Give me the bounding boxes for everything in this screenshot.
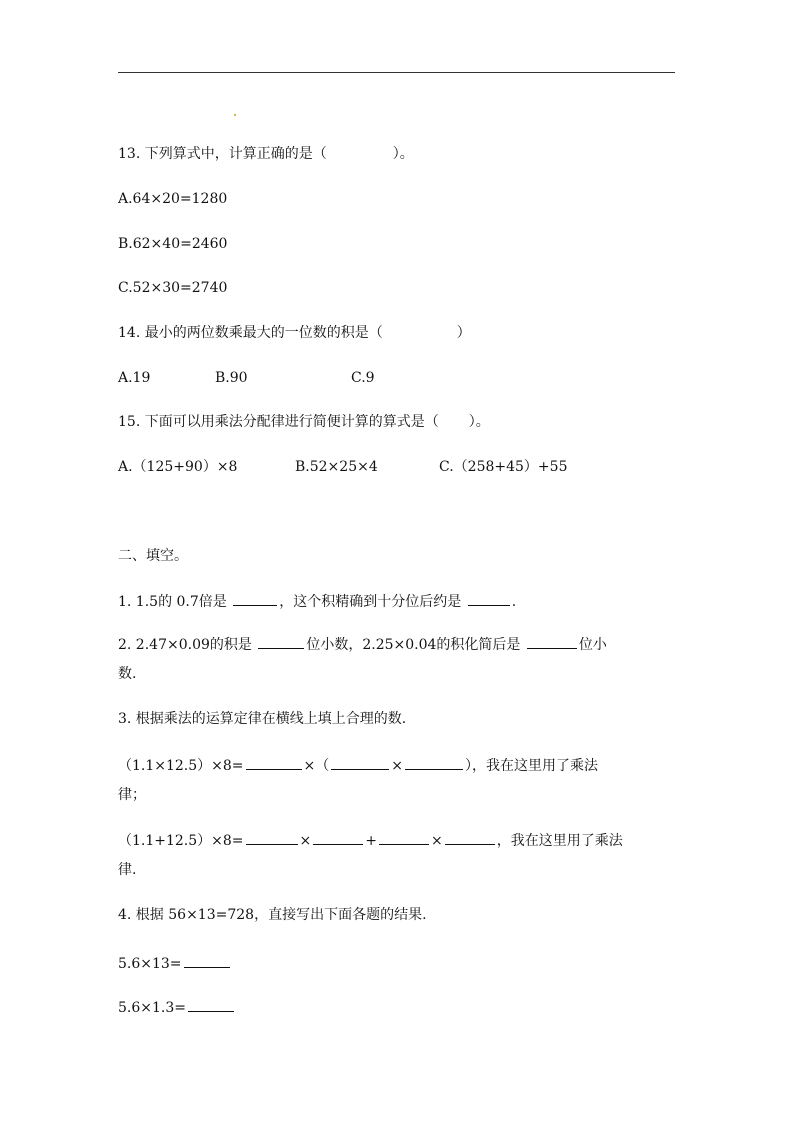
fill3-line-a: [118, 755, 598, 776]
fill4-blank-1[interactable]: [184, 953, 230, 968]
q14-option-a[interactable]: A.19: [118, 370, 151, 386]
fill2-text-2: 位小数，2.25×0.04的积化简后是: [306, 637, 521, 653]
fill2-text-3: 位小: [578, 637, 607, 653]
fill1-text-1: 1. 1.5的 0.7倍是: [118, 594, 227, 610]
header-rule: [118, 72, 675, 73]
fill3b-blank-4[interactable]: [445, 830, 495, 845]
q13-option-c[interactable]: C.52×30=2740: [118, 280, 228, 296]
fill3a-text-1: （1.1×12.5）×8=: [118, 758, 244, 774]
fill4-expr-1: [118, 953, 232, 974]
fill3a-text-2: ×（: [303, 758, 330, 774]
fill1-blank-2[interactable]: [468, 591, 510, 606]
fill3-line-a-cont: 律；: [118, 787, 146, 803]
fill3b-blank-2[interactable]: [313, 830, 363, 845]
fill3-line-b-cont: 律.: [118, 862, 137, 878]
fill3a-text-3: ×: [391, 758, 404, 774]
fill4-expr-1-text: 5.6×13=: [118, 956, 182, 972]
fill3b-blank-3[interactable]: [379, 830, 429, 845]
fill3a-blank-3[interactable]: [405, 755, 463, 770]
fill3-stem: 3. 根据乘法的运算定律在横线上填上合理的数.: [118, 711, 407, 727]
section-heading: 二、填空。: [118, 548, 188, 564]
fill4-stem: 4. 根据 56×13=728，直接写出下面各题的结果.: [118, 907, 427, 923]
fill3b-text-5: ，我在这里用了乘法: [496, 833, 623, 849]
fill3a-text-4: ），我在这里用了乘法: [465, 758, 599, 774]
fill3b-text-2: ×: [299, 833, 312, 849]
q14-stem-prefix: 14. 最小的两位数乘最大的一位数的积是（: [118, 325, 383, 341]
q13-option-a[interactable]: A.64×20=1280: [118, 191, 228, 207]
fill3a-blank-2[interactable]: [331, 755, 389, 770]
q13-option-b[interactable]: B.62×40=2460: [118, 236, 228, 252]
q13-stem-prefix: 13. 下列算式中，计算正确的是（: [118, 146, 327, 162]
fill3b-text-3: +: [365, 833, 378, 849]
q15-option-c[interactable]: C.（258+45）+55: [439, 459, 568, 475]
fill3a-blank-1[interactable]: [246, 755, 302, 770]
fill2-text-1: 2. 2.47×0.09的积是: [118, 637, 252, 653]
q15-stem-prefix: 15. 下面可以用乘法分配律进行简便计算的算式是（: [118, 414, 439, 430]
fill4-expr-2-text: 5.6×1.3=: [118, 1000, 186, 1016]
fill3b-text-4: ×: [431, 833, 443, 849]
fill2-blank-2[interactable]: [527, 634, 577, 649]
q13-stem: [118, 144, 414, 164]
q14-options: [118, 368, 375, 388]
q15-stem-suffix: ）。: [468, 414, 490, 430]
q14-stem: [118, 323, 471, 343]
fill1-text-2: ，这个积精确到十分位后约是: [279, 594, 462, 610]
fill2-blank-1[interactable]: [258, 634, 304, 649]
fill3-line-b: [118, 830, 623, 851]
q15-options: [118, 457, 567, 477]
fill4-expr-2: [118, 997, 236, 1018]
q14-option-c[interactable]: C.9: [351, 370, 375, 386]
fill-item-2: [118, 634, 607, 655]
q13-stem-suffix: ）。: [392, 146, 414, 162]
q15-option-b[interactable]: B.52×25×4: [295, 459, 378, 475]
fill4-blank-2[interactable]: [188, 997, 234, 1012]
fill2-continued: 数.: [118, 666, 137, 682]
fill3b-blank-1[interactable]: [246, 830, 298, 845]
q14-stem-suffix: ）: [456, 325, 471, 341]
fill3b-text-1: （1.1+12.5）×8=: [118, 833, 244, 849]
q15-stem: [118, 412, 490, 432]
fill1-blank-1[interactable]: [233, 591, 277, 606]
fill-item-1: [118, 591, 516, 612]
q14-option-b[interactable]: B.90: [215, 370, 248, 386]
q15-option-a[interactable]: A.（125+90）×8: [118, 459, 238, 475]
stray-mark: [234, 114, 236, 116]
fill1-text-3: .: [511, 594, 517, 610]
